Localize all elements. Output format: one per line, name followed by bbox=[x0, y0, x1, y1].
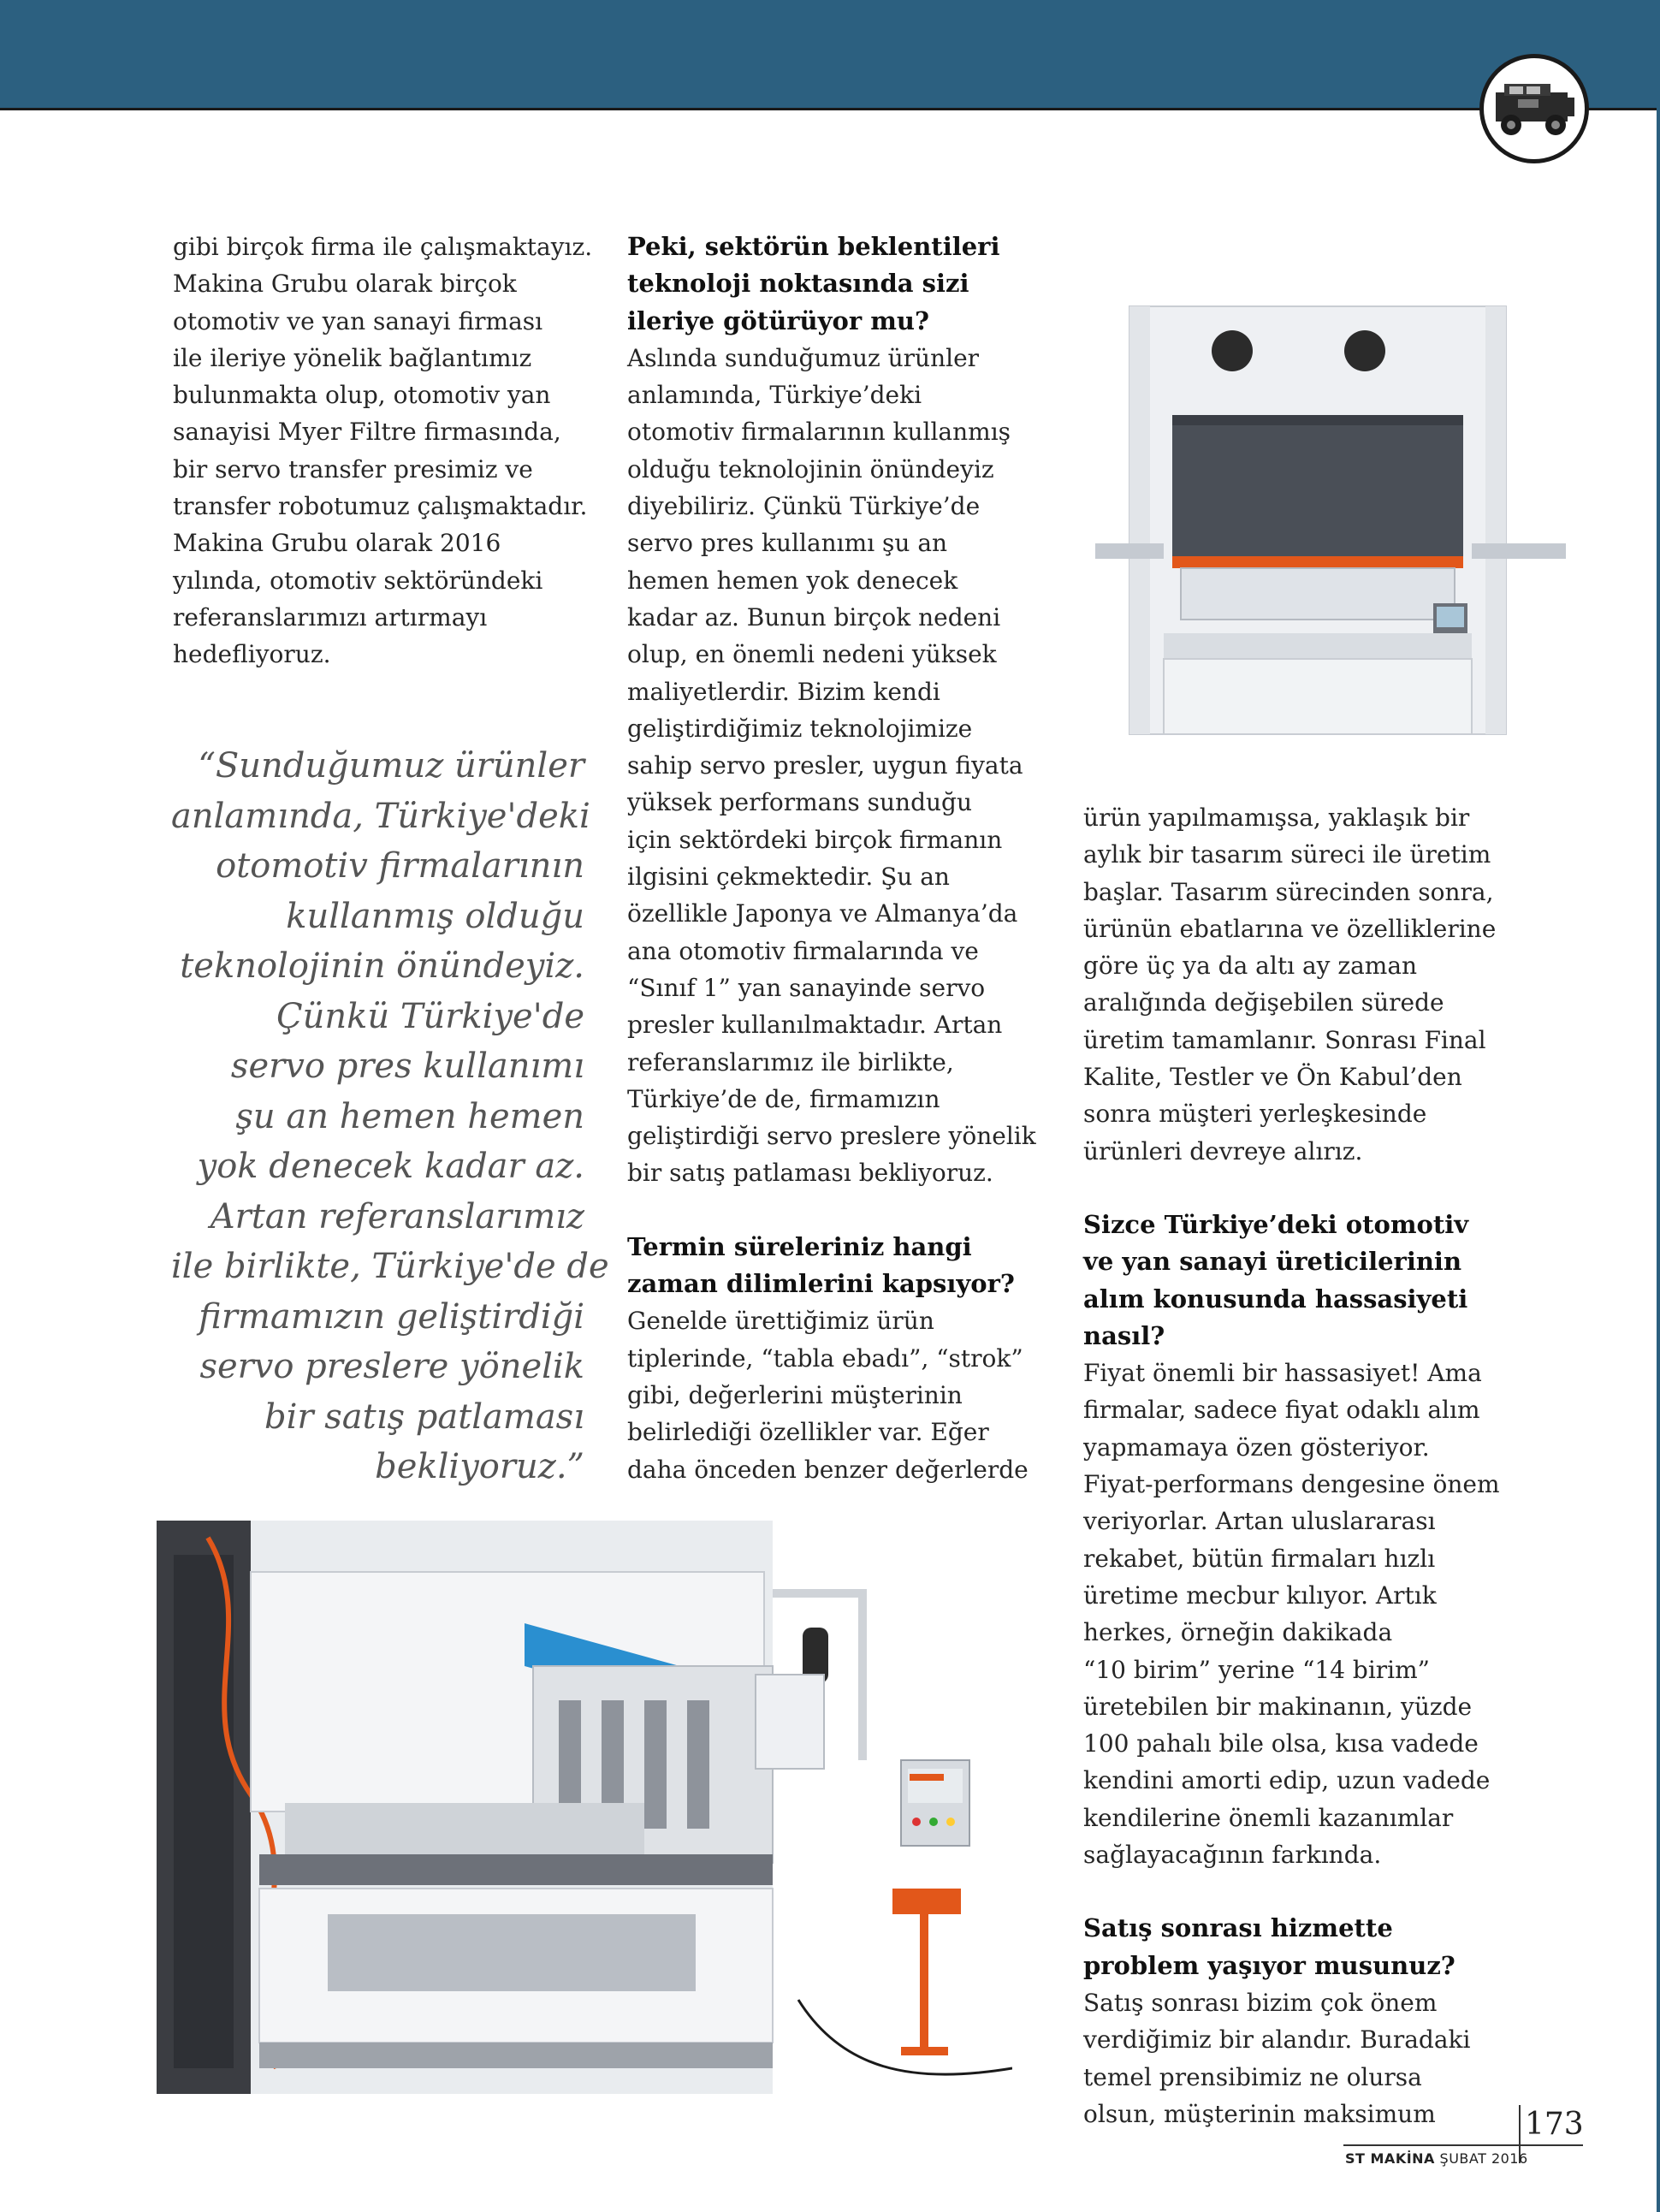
text-line: aylık bir tasarım süreci ile üretim bbox=[1083, 840, 1491, 869]
header-band bbox=[0, 0, 1660, 110]
text-line: bir satış patlaması bekliyoruz. bbox=[627, 1159, 993, 1188]
text-line: bir servo transfer presimiz ve bbox=[173, 454, 533, 483]
text-line: servo preslere yönelik bbox=[199, 1347, 584, 1386]
text-line: yılında, otomotiv sektöründeki bbox=[173, 566, 543, 595]
body-paragraph bbox=[1083, 1355, 1511, 1873]
text-line: Genelde ürettiğimiz ürün bbox=[627, 1307, 934, 1336]
text-line: ile ileriye yönelik bağlantımız bbox=[173, 343, 532, 372]
text-line: teknoloji noktasında sizi bbox=[627, 269, 969, 299]
column-1 bbox=[173, 228, 593, 673]
body-paragraph bbox=[173, 228, 593, 673]
text-line: otomotiv ve yan sanayi firması bbox=[173, 306, 543, 335]
text-line: anlamında, Türkiye'deki bbox=[171, 796, 590, 836]
text-line: göre üç ya da altı ay zaman bbox=[1083, 952, 1418, 981]
text-line: ve yan sanayi üreticilerinin bbox=[1083, 1247, 1462, 1277]
footer-rule bbox=[1343, 2144, 1583, 2146]
body-paragraph bbox=[627, 1302, 1029, 1487]
text-line: Kalite, Testler ve Ön Kabul’den bbox=[1083, 1063, 1462, 1092]
text-line: yok denecek kadar az. bbox=[197, 1147, 584, 1186]
text-line: firmamızın geliştirdiği bbox=[199, 1296, 584, 1337]
text-line: referanslarımız ile birlikte, bbox=[627, 1047, 954, 1076]
text-line: olsun, müşterinin maksimum bbox=[1083, 2099, 1436, 2128]
text-line: transfer robotumuz çalışmaktadır. bbox=[173, 492, 588, 521]
text-line: veriyorlar. Artan uluslararası bbox=[1083, 1507, 1436, 1536]
text-line: ürün yapılmamışsa, yaklaşık bir bbox=[1083, 804, 1470, 832]
text-line: nasıl? bbox=[1083, 1320, 1165, 1350]
text-line: Fiyat önemli bir hassasiyet! Ama bbox=[1083, 1359, 1482, 1388]
body-paragraph bbox=[1083, 799, 1511, 1170]
header-rule bbox=[0, 108, 1660, 110]
body-paragraph bbox=[627, 340, 1036, 1192]
text-line: için sektördeki birçok firmanın bbox=[627, 825, 1003, 854]
text-line: sahip servo presler, uygun fiyata bbox=[627, 751, 1023, 780]
text-line: daha önceden benzer değerlerde bbox=[627, 1455, 1029, 1484]
text-line: Peki, sektörün beklentileri bbox=[627, 232, 1000, 261]
text-line: “Sunduğumuz ürünler bbox=[198, 746, 584, 786]
text-line: gibi, değerlerini müşterinin bbox=[627, 1380, 963, 1409]
text-line: üretim tamamlanır. Sonrası Final bbox=[1083, 1025, 1486, 1054]
text-line: referanslarımızı artırmayı bbox=[173, 602, 488, 632]
text-line: Artan referanslarımız bbox=[210, 1196, 584, 1236]
text-line: sağlayacağının farkında. bbox=[1083, 1841, 1382, 1870]
servo-press-detail-photo bbox=[157, 1521, 1012, 2094]
text-line: ana otomotiv firmalarında ve bbox=[627, 936, 979, 965]
text-line: bulunmakta olup, otomotiv yan bbox=[173, 381, 551, 410]
pull-quote bbox=[171, 741, 609, 1492]
jeep-car-icon bbox=[1479, 54, 1589, 163]
text-line: kadar az. Bunun birçok nedeni bbox=[627, 602, 1001, 632]
text-line: üretebilen bir makinanın, yüzde bbox=[1083, 1692, 1473, 1721]
magazine-issue-label bbox=[1345, 2150, 1528, 2167]
text-line: geliştirdiğimiz teknolojimize bbox=[627, 714, 973, 743]
text-line: ileriye götürüyor mu? bbox=[627, 305, 929, 335]
text-line: kullanmış olduğu bbox=[286, 896, 584, 936]
page-number: 173 bbox=[1525, 2107, 1584, 2142]
text-line: Satış sonrası bizim çok önem bbox=[1083, 1988, 1438, 2017]
text-line: tiplerinde, “tabla ebadı”, “strok” bbox=[627, 1343, 1023, 1373]
text-line: Makina Grubu olarak birçok bbox=[173, 270, 517, 299]
text-line: üretime mecbur kılıyor. Artık bbox=[1083, 1580, 1437, 1610]
text-line: aralığında değişebilen sürede bbox=[1083, 988, 1444, 1017]
text-line: ürünün ebatlarına ve özelliklerine bbox=[1083, 914, 1497, 943]
text-line: ürünleri devreye alırız. bbox=[1083, 1136, 1363, 1165]
text-line: kendilerine önemli kazanımlar bbox=[1083, 1803, 1454, 1832]
text-line: sanayisi Myer Filtre firmasında, bbox=[173, 418, 561, 447]
text-line: Aslında sunduğumuz ürünler bbox=[627, 343, 980, 372]
text-line: hedefliyoruz. bbox=[173, 640, 331, 669]
text-line: yapmamaya özen gösteriyor. bbox=[1083, 1432, 1430, 1462]
text-line: temel prensibimiz ne olursa bbox=[1083, 2062, 1422, 2091]
body-paragraph bbox=[1083, 1984, 1511, 2132]
text-line: alım konusunda hassasiyeti bbox=[1083, 1284, 1468, 1314]
text-line: rekabet, bütün firmaları hızlı bbox=[1083, 1544, 1436, 1573]
text-line: ilgisini çekmektedir. Şu an bbox=[627, 863, 950, 892]
text-line: otomotiv firmalarının bbox=[216, 846, 584, 886]
text-line: servo pres kullanımı bbox=[230, 1047, 584, 1086]
text-line: başlar. Tasarım sürecinden sonra, bbox=[1083, 877, 1494, 906]
text-line: sonra müşteri yerleşkesinde bbox=[1083, 1100, 1427, 1129]
text-line: anlamında, Türkiye’deki bbox=[627, 381, 922, 410]
servo-press-photo bbox=[1061, 299, 1579, 753]
text-line: Makina Grubu olarak 2016 bbox=[173, 529, 501, 558]
text-line: gibi birçok firma ile çalışmaktayız. bbox=[173, 233, 593, 261]
text-line: şu an hemen hemen bbox=[235, 1096, 584, 1136]
text-line: presler kullanılmaktadır. Artan bbox=[627, 1011, 1003, 1040]
section-heading bbox=[627, 228, 1029, 340]
text-line: hemen hemen yok denecek bbox=[627, 566, 958, 595]
text-line: 100 pahalı bile olsa, kısa vadede bbox=[1083, 1729, 1479, 1758]
text-line: geliştirdiği servo preslere yönelik bbox=[627, 1122, 1036, 1151]
text-line: kendini amorti edip, uzun vadede bbox=[1083, 1766, 1491, 1795]
column-3 bbox=[1083, 799, 1511, 2132]
text-line: zaman dilimlerini kapsıyor? bbox=[627, 1269, 1015, 1299]
issue-date: ŞUBAT 2016 bbox=[1439, 2150, 1528, 2167]
text-line: maliyetlerdir. Bizim kendi bbox=[627, 677, 940, 706]
text-line: herkes, örneğin dakikada bbox=[1083, 1618, 1393, 1647]
section-heading bbox=[627, 1229, 1029, 1303]
text-line: bekliyoruz.” bbox=[375, 1447, 584, 1486]
text-line: firmalar, sadece fiyat odaklı alım bbox=[1083, 1396, 1480, 1425]
text-line: Türkiye’de de, firmamızın bbox=[627, 1084, 940, 1113]
column-2 bbox=[627, 228, 1036, 1488]
text-line: belirlediği özellikler var. Eğer bbox=[627, 1418, 989, 1447]
text-line: diyebiliriz. Çünkü Türkiye’de bbox=[627, 492, 981, 521]
text-line: Termin süreleriniz hangi bbox=[627, 1231, 972, 1261]
text-line: Çünkü Türkiye'de bbox=[276, 996, 584, 1036]
text-line: “Sınıf 1” yan sanayinde servo bbox=[627, 973, 986, 1002]
text-line: olup, en önemli nedeni yüksek bbox=[627, 640, 997, 669]
text-line: bir satış patlaması bbox=[264, 1397, 584, 1437]
text-line: Fiyat-performans dengesine önem bbox=[1083, 1470, 1500, 1499]
text-line: Satış sonrası hizmette bbox=[1083, 1913, 1393, 1943]
magazine-name: ST MAKİNA bbox=[1345, 2150, 1435, 2167]
text-line: verdiğimiz bir alandır. Buradaki bbox=[1083, 2025, 1471, 2055]
text-line: “10 birim” yerine “14 birim” bbox=[1083, 1655, 1430, 1684]
text-line: servo pres kullanımı şu an bbox=[627, 529, 948, 558]
text-line: olduğu teknolojinin önündeyiz bbox=[627, 454, 994, 483]
text-line: ile birlikte, Türkiye'de de bbox=[171, 1247, 609, 1286]
text-line: teknolojinin önündeyiz. bbox=[180, 946, 584, 986]
page-edge-strip bbox=[1657, 0, 1660, 2212]
text-line: otomotiv firmalarının kullanmış bbox=[627, 418, 1011, 447]
section-heading bbox=[1083, 1910, 1511, 1984]
text-line: yüksek performans sunduğu bbox=[627, 788, 973, 817]
text-line: özellikle Japonya ve Almanya’da bbox=[627, 899, 1018, 928]
text-line: problem yaşıyor musunuz? bbox=[1083, 1950, 1455, 1980]
text-line: Sizce Türkiye’deki otomotiv bbox=[1083, 1209, 1469, 1239]
section-heading bbox=[1083, 1207, 1511, 1355]
